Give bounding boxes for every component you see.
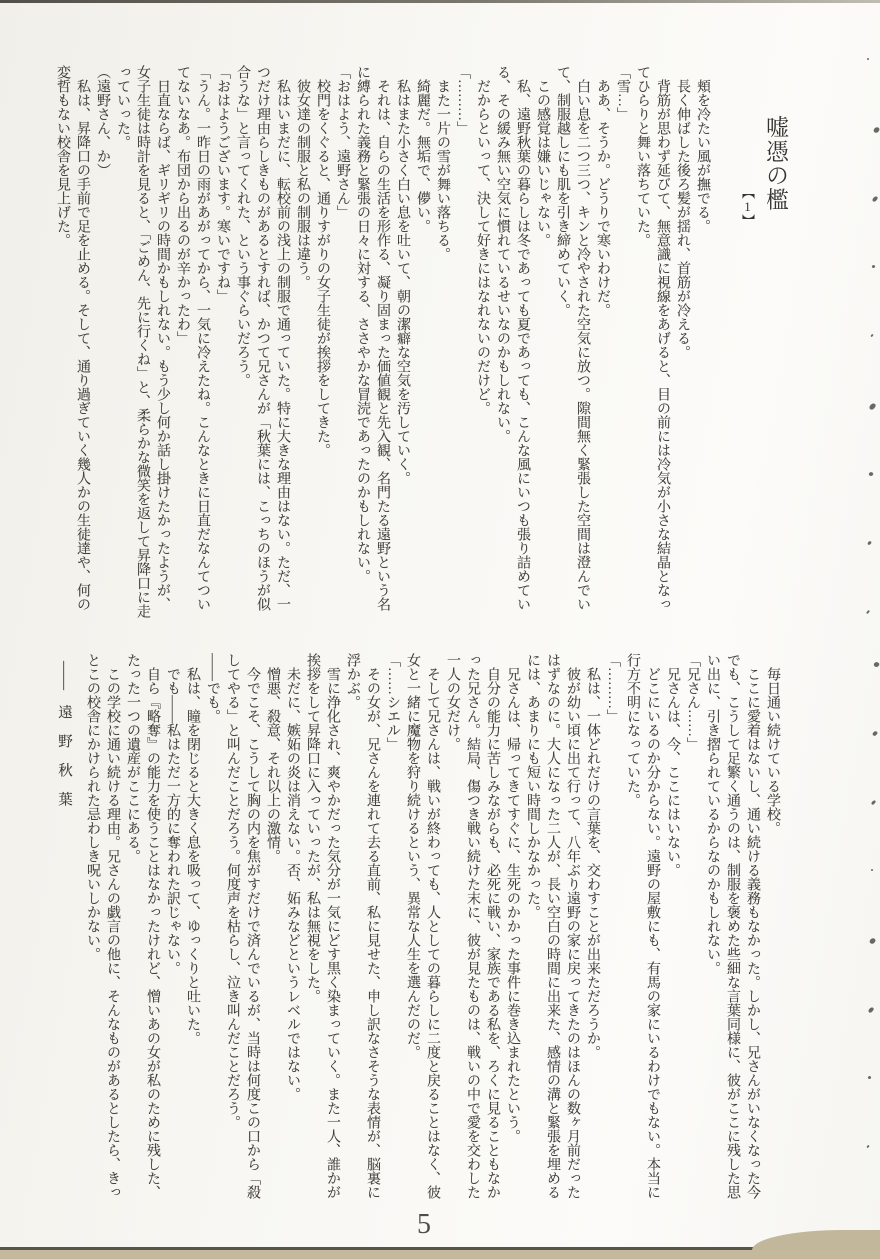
text-column-paragraph: どこにいるのか分からない。遠野の屋敷にも、有馬の家にいるわけでもない。本当に行方不明になっていた。 [625,653,660,1199]
text-column-paragraph: 「……シエル」 [385,653,400,751]
text-column-paragraph: その女が、兄さんを連れて去る直前、私に見せた、申し訳なさそうな表情が、脳裏に浮かぶ。 [345,653,380,1199]
text-column-paragraph: だからといって、決して好きにはなれないのだけど。 [475,65,490,415]
text-column-paragraph: 雪に浄化され、爽やかだった気分が一気にどす黒く染まっていく。また一人、誰かが挨拶をして昇降口に入っていったが、私は無視をした。 [305,653,340,1199]
text-column-paragraph: ああ、そうか。どうりで寒いわけだ。 [595,65,610,317]
text-column-paragraph: ここに愛着はないし、通い続ける義務もなかった。しかし、兄さんがいなくなった今でも、こうして足繁く通うのは、制服を褒めた些細な言葉同様に、彼がここに残した思い出に、引き摺られているからなのかもしれない。 [705,653,760,1199]
text-column-paragraph: 彼女達の制服と私の制服は違う。 [295,65,310,289]
text-column-paragraph: 兄さんは、帰ってきてすぐに、生死のかかった事件に巻き込まれたという。 [505,653,520,1143]
text-column-paragraph: 日直ならば、ギリギリの時間かもしれない。もう少し何か話し掛けたかったようが、女子生徒は時計を見ると、「ごめん、先に行くね」と、柔らかな微笑を返して昇降口に走っていった。 [115,65,170,618]
text-column-paragraph: 綺麗だ。無垢で、儚い。 [415,65,430,233]
text-column-paragraph: 「兄さん……」 [685,653,700,751]
text-column-paragraph: この学校に通い続ける理由。兄さんの戯言の他に、そんなものがあるとしたら、きっとこの校舎にかけられた忌わしき呪いしかない。 [85,653,120,1199]
text-column-paragraph: 頬を冷たい風が撫でる。 [695,65,710,233]
text-column-paragraph: 私は、瞳を閉じると大きく息を吸って、ゆっくりと吐いた。 [185,653,200,1045]
text-column-paragraph: 白い息を二つ三つ、キンと冷やされた空気に放つ。隙間無く緊張した空間は澄んでいて、制服越しにも肌を引き締めていく。 [555,65,590,611]
text-column-paragraph: 自ら『略奪』の能力を使うことはなかったけれど、憎いあの女が私のために残した、たった一つの遺産がここにある。 [125,653,160,1199]
page-corner-curl [752,1230,880,1250]
title-block [734,115,790,355]
text-column-paragraph: 私は、昇降口の手前で足を止める。そして、通り過ぎていく幾人かの生徒達や、何の変哲もない校舎を見上げた。 [55,65,90,611]
text-column-paragraph: 「………」 [605,653,620,723]
text-column-paragraph: 憎悪、殺意、それ以上の激情。 [265,653,280,863]
chapter-marker: 【1】 [740,186,755,227]
text-column-paragraph: 「おはようございます。寒いですね」 [215,65,230,303]
text-block-top [28,65,712,623]
text-column-paragraph: でも――私はただ一方的に奪われた訳じゃない。 [165,653,180,975]
text-column-paragraph: 今でこそ、こうして胸の内を焦がすだけで済んでいるが、当時は何度この口から「殺してやる」と叫んだことだろう。何度声を枯らし、泣き叫んだことだろう。 [225,653,260,1199]
text-column-paragraph: 「うん。一昨日の雨があがってから、一気に冷えたね。こんなときに日直だなんてついてないなあ。布団から出るのが辛かったわ」 [175,65,210,611]
text-column-paragraph: 私はいまだに、転校前の浅上の制服で通っていた。特に大きな理由はない。ただ、一つだけ理由らしきものがあるとすれば、かつて兄さんが「秋葉には、こっちのほうが似合うな」と言ってくれた、という事ぐらいだろう。 [235,65,290,611]
scan-edge-top [0,0,880,3]
scan-edge-bottom [0,1247,766,1250]
text-column-paragraph: 私はまた小さく白い息を吐いて、朝の潔癖な空気を汚していく。 [395,65,410,485]
page-title: 嘘憑の檻 [763,115,788,212]
text-column-paragraph: （遠野さん、か） [95,65,110,177]
text-column-paragraph: 未だに、嫉妬の炎は消えない。否、妬みなどというレベルではない。 [285,653,300,1101]
text-column-paragraph: 彼が幼い頃に出て行って、八年ぶり遠野の家に戻ってきたのはほんの数ヶ月前だったはずなのに。大人になった二人が、長い空白の時間に出来た、感情の溝と緊張を埋めるには、あまりにも短い時間しかなかった。 [525,653,580,1199]
text-column-paragraph: 背筋が思わず延びて、無意識に視線をあげると、目の前には冷気が小さな結晶となってひらりと舞い落ちていた。 [635,65,670,611]
text-column-paragraph: 「雪…」 [615,65,630,121]
text-column-paragraph: 毎日通い続けている学校。 [765,653,780,835]
scanned-page [0,3,880,1250]
text-column-paragraph: この感覚は嫌いじゃない。 [535,65,550,247]
text-column-paragraph: 長く伸ばした後ろ髪が揺れ、首筋が冷える。 [675,65,690,359]
page-number: 5 [417,1209,431,1240]
text-column-paragraph: 兄さんは、今、ここにはいない。 [665,653,680,877]
text-column-paragraph: 私、遠野秋葉の暮らしは冬であっても夏であっても、こんな風にいつも張り詰めている、その緩み無い空気に慣れているせいなのかもしれない。 [495,65,530,611]
text-column-paragraph: 校門をくぐると、通りすがりの女子生徒が挨拶をしてきた。 [315,65,330,457]
text-column-paragraph: それは、自らの生活を形作る、凝り固まった価値観と先入観、名門たる遠野という名に縛られた義務と緊張の日々に対する、ささやかな冒涜であったのかもしれない。 [355,65,390,611]
text-column-paragraph: ――でも。 [205,653,220,723]
text-column-paragraph: 自分の能力に苦しみながらも、必死に戦い、家族である私を、ろくに見ることもなかった兄さん。結局、傷つき戦い続けた末に、彼が見たものは、戦いの中で愛を交わした一人の女だけ。 [445,653,500,1199]
text-column-paragraph: また一片の雪が舞い落ちる。 [435,65,450,261]
text-column-paragraph: 「おはよう、遠野さん」 [335,65,350,219]
text-column-paragraph: 私は、一体どれだけの言葉を、交わすことが出来ただろうか。 [585,653,600,1059]
text-column-paragraph: そして兄さんは、戦いが終わっても、人としての暮らしに二度と戻ることはなく、彼女と一緒に魔物を狩り続けるという、異常な人生を選んだのだ。 [405,653,440,1199]
text-block-bottom [78,653,782,1211]
attribution-signature: ―― 遠 野 秋 葉 [56,661,72,806]
text-column-paragraph: 「………」 [455,65,470,135]
